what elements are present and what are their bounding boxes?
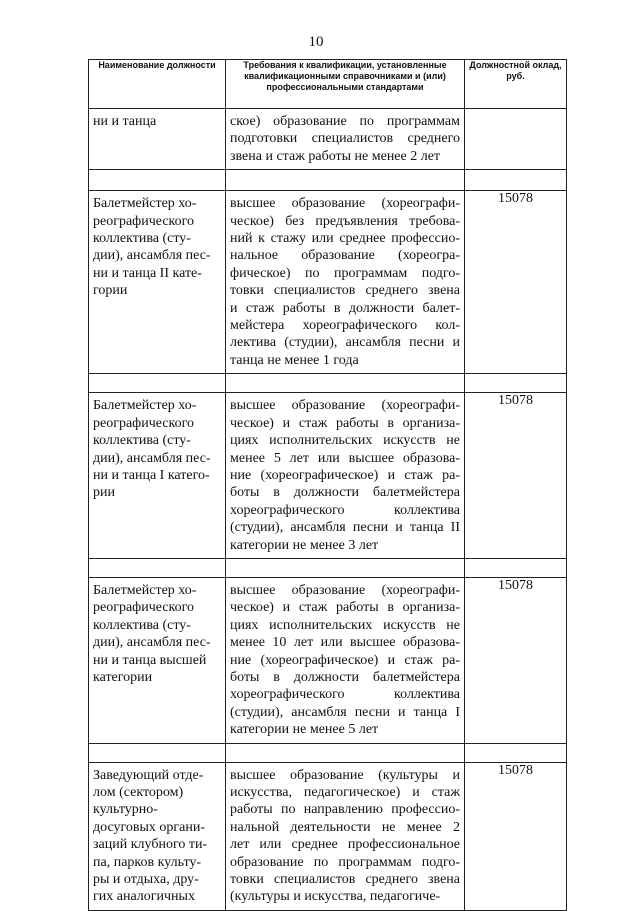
position-line: реографического	[93, 600, 195, 616]
header-position: Наименование должности	[89, 60, 226, 109]
requirements-line: ческое) и стаж работы в организа-	[230, 600, 460, 616]
gap-cell	[226, 170, 465, 191]
position-line: Балетмейстер хо-	[93, 398, 197, 414]
requirements-line: боты в должности балетмейстера	[230, 669, 460, 685]
requirements-line: категории не менее 3 лет	[230, 537, 379, 553]
requirements-line: хореографического коллектива	[230, 687, 460, 703]
page-number: 10	[308, 34, 324, 50]
position-cell	[89, 191, 226, 374]
position-cell	[89, 577, 226, 743]
position-line: гих аналогичных	[93, 889, 195, 905]
table-body	[89, 109, 567, 911]
requirements-line: товки специалистов среднего звена	[230, 283, 460, 299]
position-line: ры и отдыха, дру-	[93, 872, 199, 888]
salary-cell: 15078	[465, 191, 567, 374]
row-gap	[89, 374, 567, 393]
position-line: дии), ансамбля пес-	[93, 450, 211, 466]
requirements-line: менее 5 лет или высшее образова-	[230, 450, 460, 466]
requirements-line: высшее образование (хореографи-	[230, 196, 460, 212]
requirements-cell	[226, 109, 465, 170]
position-line: реографического	[93, 213, 195, 229]
position-line: дии), ансамбля пес-	[93, 248, 211, 264]
requirements-line: товки специалистов среднего звена	[230, 872, 460, 888]
gap-cell	[89, 374, 226, 393]
requirements-line: подготовки специалистов среднего	[230, 131, 460, 147]
requirements-line: ние (хореографическое) и стаж ра-	[230, 652, 460, 668]
requirements-line: циях исполнительских искусств не	[230, 617, 460, 633]
gap-cell	[465, 170, 567, 191]
requirements-line: ние (хореографическое) и стаж ра-	[230, 467, 460, 483]
requirements-cell	[226, 393, 465, 559]
requirements-line: работы по направлению профессио-	[230, 802, 460, 818]
gap-cell	[89, 170, 226, 191]
row-gap	[89, 170, 567, 191]
requirements-line: ческое) и стаж работы в организа-	[230, 415, 460, 431]
requirements-line: танца не менее 1 года	[230, 352, 359, 368]
requirements-line: ний к стажу или среднее профессио-	[230, 231, 460, 247]
position-line: досуговых органи-	[93, 819, 206, 835]
position-line: па, парков культу-	[93, 854, 202, 870]
position-line: коллектива (сту-	[93, 617, 191, 633]
requirements-line: фическое) по программам подго-	[230, 265, 460, 281]
gap-cell	[226, 743, 465, 762]
header-requirements: Требования к квалификации, установленные квалификационными справочниками и (или) профессиональными стандартами	[226, 60, 465, 109]
gap-cell	[89, 558, 226, 577]
requirements-line: лет или среднее профессиональное	[230, 837, 460, 853]
position-line: Балетмейстер хо-	[93, 582, 197, 598]
salary-cell: 15078	[465, 577, 567, 743]
requirements-line: ческое) без предъявления требова-	[230, 213, 460, 229]
position-line: Заведующий отде-	[93, 767, 204, 783]
position-cell	[89, 393, 226, 559]
gap-cell	[465, 558, 567, 577]
requirements-line: хореографического коллектива	[230, 502, 460, 518]
requirements-line: (студии), ансамбля песни и танца I	[230, 704, 460, 720]
table-header-row	[89, 60, 567, 109]
position-line: культурно-	[93, 802, 158, 818]
requirements-line: мейстера хореографического кол-	[230, 318, 460, 334]
requirements-line: ское) образование по программам	[230, 114, 460, 129]
requirements-line: категории не менее 5 лет	[230, 722, 379, 738]
position-line: Балетмейстер хо-	[93, 196, 197, 212]
position-line: гории	[93, 283, 128, 299]
gap-cell	[226, 558, 465, 577]
position-line: рии	[93, 485, 115, 501]
position-cell	[89, 109, 226, 170]
table-row	[89, 191, 567, 374]
requirements-cell	[226, 191, 465, 374]
requirements-line: высшее образование (хореографи-	[230, 398, 460, 414]
requirements-line: образование по программам подго-	[230, 854, 460, 870]
position-line: ни и танца II кате-	[93, 265, 202, 281]
position-line: ни и танца	[93, 114, 157, 129]
requirements-line: высшее образование (культуры и	[230, 767, 460, 783]
table-row	[89, 762, 567, 910]
position-line: лом (сектором)	[93, 785, 184, 800]
gap-cell	[226, 374, 465, 393]
row-gap	[89, 558, 567, 577]
requirements-line: (культуры и искусства, педагогиче-	[230, 889, 441, 905]
requirements-line: нальной деятельности не менее 2	[230, 819, 460, 835]
qualification-table	[88, 59, 567, 911]
position-line: реографического	[93, 415, 195, 431]
requirements-cell	[226, 762, 465, 910]
gap-cell	[465, 374, 567, 393]
position-line: коллектива (сту-	[93, 433, 191, 449]
position-cell	[89, 762, 226, 910]
requirements-line: циях исполнительских искусств не	[230, 433, 460, 449]
header-salary: Должностной оклад, руб.	[465, 60, 567, 109]
requirements-line: нальное образование (хореогра-	[230, 248, 460, 264]
salary-cell: 15078	[465, 393, 567, 559]
requirements-line: менее 10 лет или высшее образова-	[230, 635, 460, 651]
requirements-line: боты в должности балетмейстера	[230, 485, 460, 501]
position-line: дии), ансамбля пес-	[93, 635, 211, 651]
table-row	[89, 393, 567, 559]
position-line: ни и танца высшей	[93, 652, 207, 668]
requirements-line: и стаж работы в должности балет-	[230, 300, 460, 316]
requirements-line: лектива (студии), ансамбля песни и	[230, 335, 460, 351]
row-gap	[89, 743, 567, 762]
requirements-line: высшее образование (хореографи-	[230, 582, 460, 598]
requirements-line: искусства, педагогическое) и стаж	[230, 785, 460, 800]
requirements-cell	[226, 577, 465, 743]
table-row	[89, 109, 567, 170]
gap-cell	[89, 743, 226, 762]
salary-cell: 15078	[465, 762, 567, 910]
position-line: ни и танца I катего-	[93, 467, 210, 483]
gap-cell	[465, 743, 567, 762]
position-line: категории	[93, 669, 153, 685]
position-line: коллектива (сту-	[93, 231, 191, 247]
requirements-line: звена и стаж работы не менее 2 лет	[230, 148, 441, 164]
table-row	[89, 577, 567, 743]
salary-cell	[465, 109, 567, 170]
requirements-line: (студии), ансамбля песни и танца II	[230, 520, 460, 536]
position-line: заций клубного ти-	[93, 837, 208, 853]
